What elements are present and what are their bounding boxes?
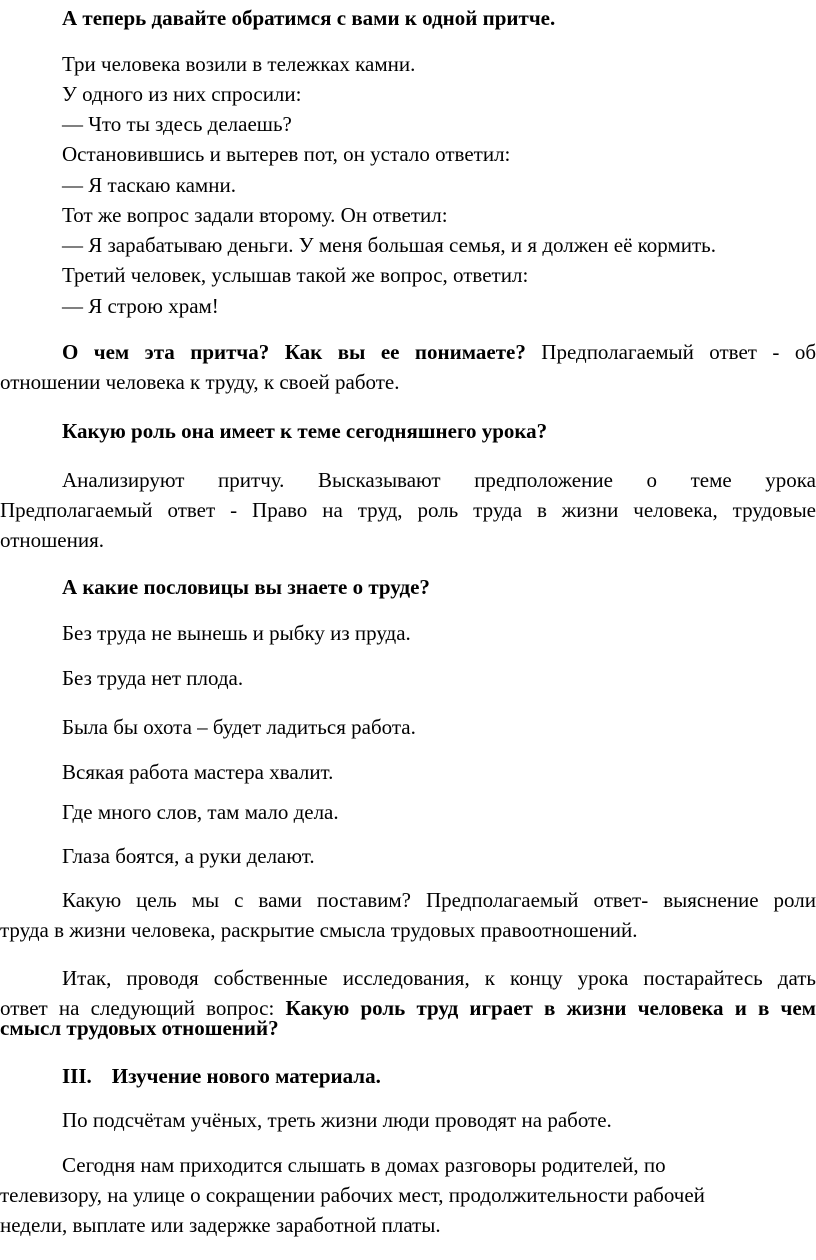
question1-line1	[62, 342, 816, 363]
research-line3: смысл трудовых отношений?	[0, 1016, 279, 1040]
question3-heading: А какие пословицы вы знаете о труде?	[62, 575, 430, 599]
paragraph-today-line3: недели, выплате или задержке заработной платы.	[0, 1213, 441, 1237]
proverb-item: Где много слов, там мало дела.	[62, 800, 339, 824]
question1-line2: отношении человека к труду, к своей работе.	[0, 370, 400, 394]
goal-line1: Какую цель мы с вами поставим? Предполагаемый ответ- выяснение роли	[62, 888, 816, 912]
parable-line: Тот же вопрос задали второму. Он ответил:	[62, 203, 448, 227]
paragraph-today-line2: телевизору, на улице о сокращении рабочих мест, продолжительности рабочей	[0, 1183, 705, 1207]
proverb-item: Всякая работа мастера хвалит.	[62, 760, 334, 784]
analysis-line1: Анализируют притчу. Высказывают предположение о теме урока	[62, 468, 816, 492]
parable-line: — Я зарабатываю деньги. У меня большая семья, и я должен её кормить.	[62, 233, 716, 257]
intro-heading: А теперь давайте обратимся с вами к одной притче.	[62, 6, 556, 30]
proverb-item: Без труда нет плода.	[62, 666, 244, 690]
section-number: III.	[62, 1064, 92, 1088]
parable-line: — Я строю храм!	[62, 294, 219, 318]
section-heading	[62, 1066, 381, 1087]
research-question-bold: Какую роль труд играет в жизни человека и в чем	[285, 996, 816, 1020]
parable-line: — Что ты здесь делаешь?	[62, 112, 292, 136]
section-title: Изучение нового материала.	[111, 1064, 381, 1088]
paragraph-today-line1: Сегодня нам приходится слышать в домах разговоры родителей, по	[62, 1153, 666, 1177]
question2-heading: Какую роль она имеет к теме сегодняшнего урока?	[62, 419, 548, 443]
question1-answer-start: Предполагаемый ответ - об	[541, 340, 816, 364]
question1-bold: О чем эта притча? Как вы ее понимаете?	[62, 340, 526, 364]
parable-line: Остановившись и вытерев пот, он устало ответил:	[62, 142, 511, 166]
analysis-line2: Предполагаемый ответ - Право на труд, роль труда в жизни человека, трудовые	[0, 498, 816, 522]
research-plain: ответ на следующий вопрос:	[0, 996, 286, 1020]
paragraph-scientists: По подсчётам учёных, треть жизни люди проводят на работе.	[62, 1108, 612, 1132]
parable-line: Три человека возили в тележках камни.	[62, 52, 416, 76]
goal-line2: труда в жизни человека, раскрытие смысла трудовых правоотношений.	[0, 918, 638, 942]
proverb-item: Глаза боятся, а руки делают.	[62, 844, 315, 868]
parable-line: — Я таскаю камни.	[62, 173, 236, 197]
parable-line: Третий человек, услышав такой же вопрос, ответил:	[62, 263, 529, 287]
parable-line: У одного из них спросили:	[62, 82, 302, 106]
research-line1: Итак, проводя собственные исследования, к концу урока постарайтесь дать	[62, 966, 816, 990]
proverb-item: Без труда не вынешь и рыбку из пруда.	[62, 621, 411, 645]
proverb-item: Была бы охота – будет ладиться работа.	[62, 715, 416, 739]
analysis-line3: отношения.	[0, 528, 105, 552]
